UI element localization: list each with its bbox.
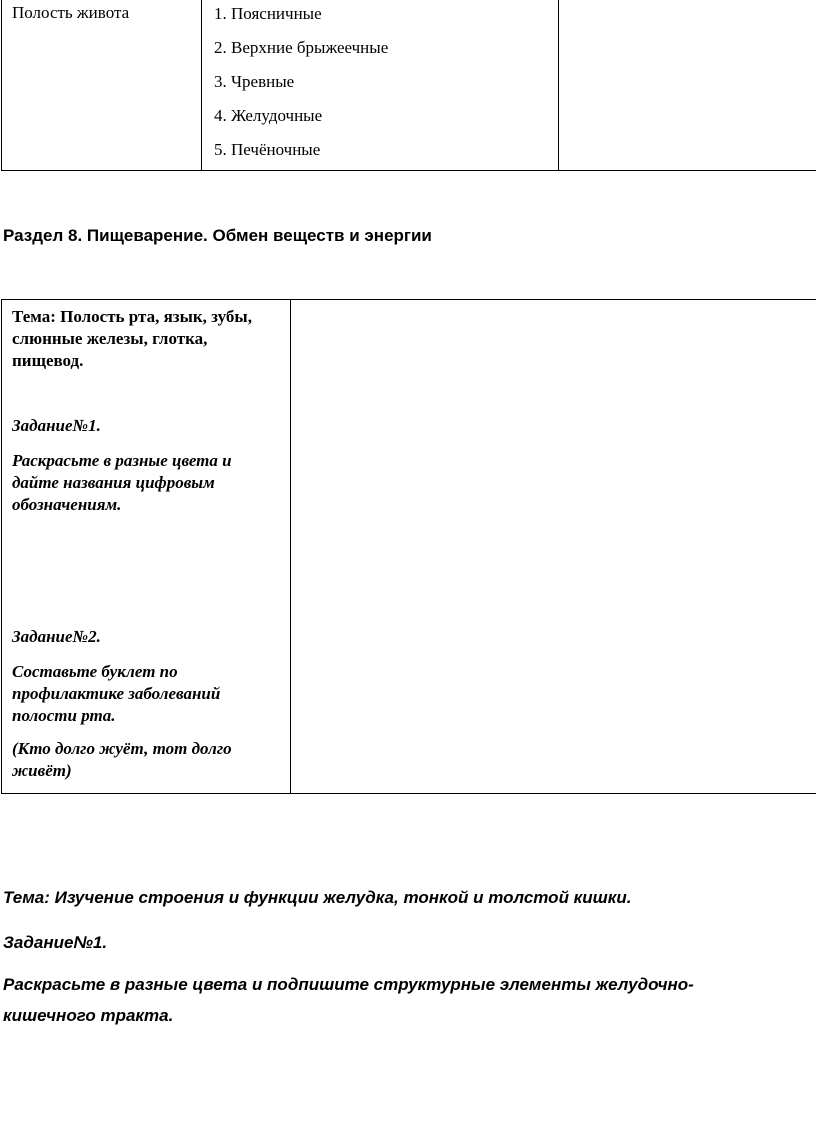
- list-item: 2. Верхние брыжеечные: [214, 38, 389, 57]
- topic-line: Тема: Полость рта, язык, зубы,: [12, 307, 252, 326]
- cell-label: Полость живота: [12, 3, 130, 22]
- task2-note: (Кто долго жуёт, тот долго: [12, 739, 232, 758]
- list-item: 1. Поясничные: [214, 4, 322, 23]
- section-heading: Раздел 8. Пищеварение. Обмен веществ и энергии: [3, 226, 432, 245]
- bottom-task-text: кишечного тракта.: [3, 1006, 174, 1025]
- nodes-list: [214, 3, 388, 173]
- task2-text: Составьте буклет по: [12, 662, 178, 681]
- bottom-topic: Тема: Изучение строения и функции желудка, тонкой и толстой кишки.: [3, 888, 632, 907]
- task-table: [1, 299, 816, 794]
- top-table: [1, 0, 816, 171]
- list-item: 4. Желудочные: [214, 106, 323, 125]
- bottom-task-text: Раскрасьте в разные цвета и подпишите структурные элементы желудочно-: [3, 975, 694, 994]
- topic-line: слюнные железы, глотка,: [12, 329, 208, 348]
- column-divider: [201, 0, 202, 170]
- bottom-task-title: Задание№1.: [3, 933, 108, 952]
- topic-line: пищевод.: [12, 351, 84, 370]
- task2-title: Задание№2.: [12, 627, 101, 646]
- column-divider: [558, 0, 559, 170]
- task2-text: полости рта.: [12, 706, 116, 725]
- task1-title: Задание№1.: [12, 416, 101, 435]
- task1-text: Раскрасьте в разные цвета и: [12, 451, 232, 470]
- list-item: 5. Печёночные: [214, 140, 321, 159]
- task1-text: дайте названия цифровым: [12, 473, 215, 492]
- task2-note: живёт): [12, 761, 72, 780]
- task2-text: профилактике заболеваний: [12, 684, 221, 703]
- column-divider: [290, 300, 291, 793]
- task1-text: обозначениям.: [12, 495, 122, 514]
- list-item: 3. Чревные: [214, 72, 295, 91]
